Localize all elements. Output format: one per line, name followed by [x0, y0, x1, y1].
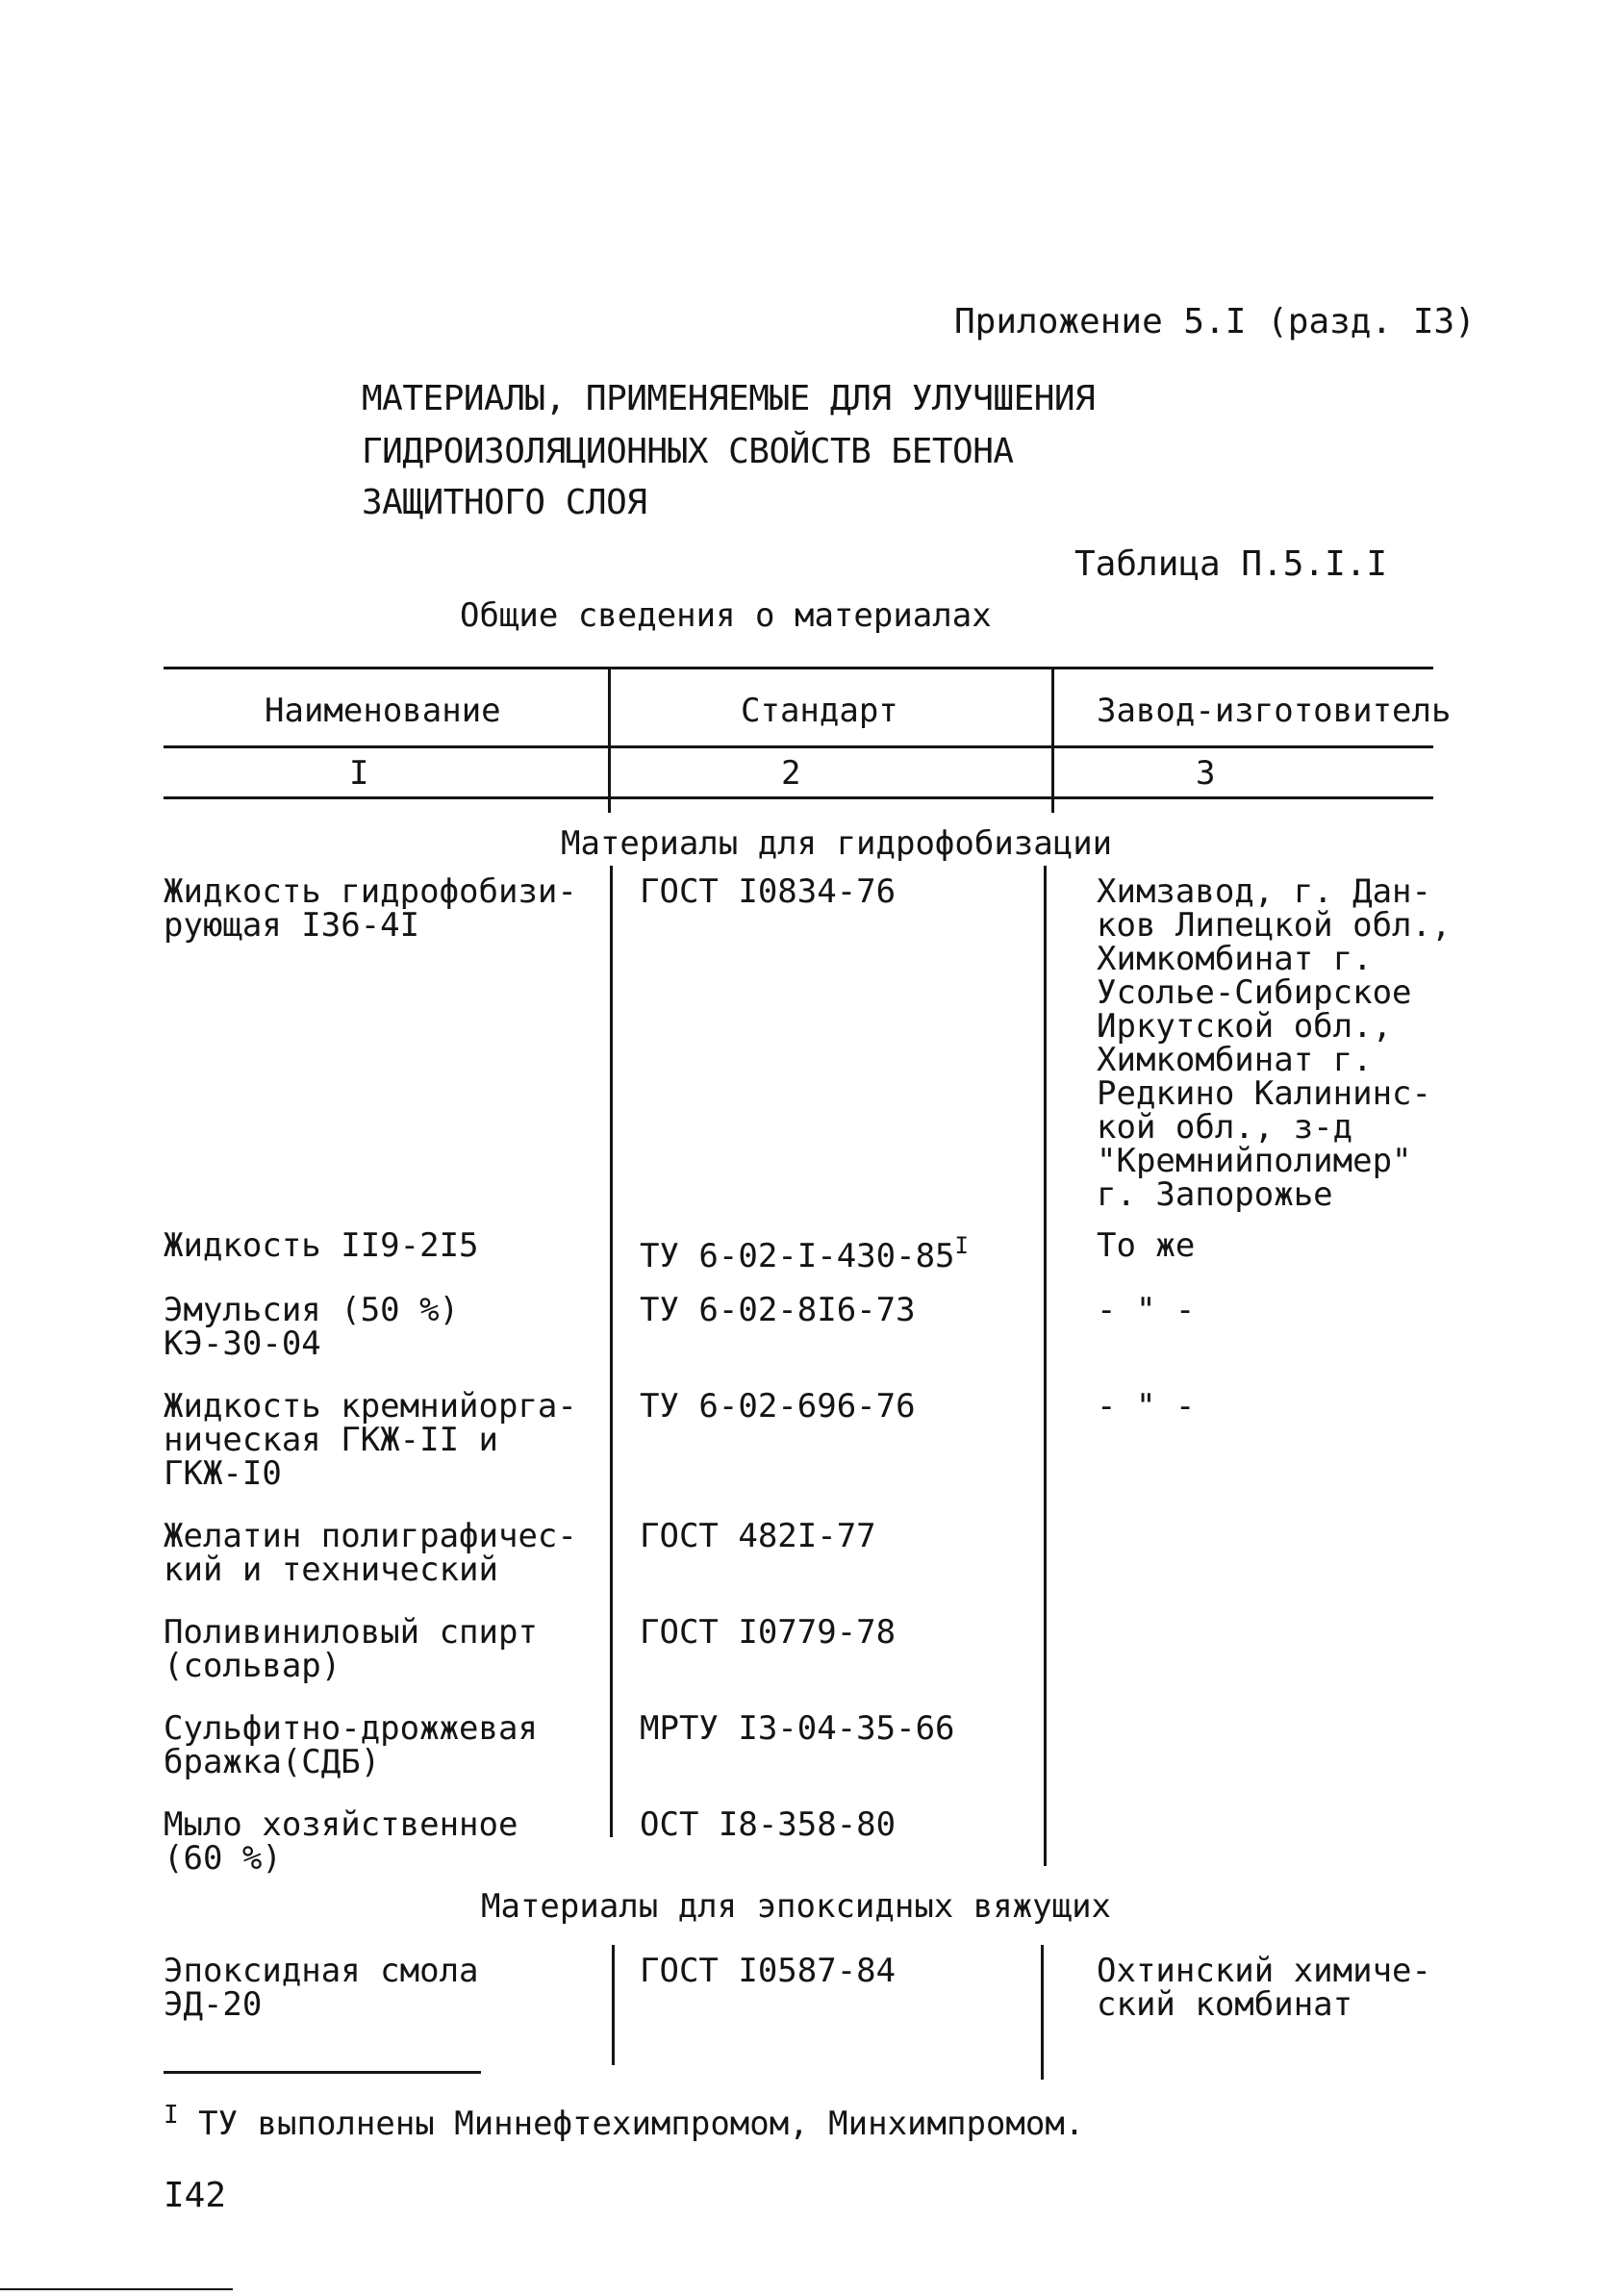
row-9-manufacturer: Охтинский химиче- ский комбинат [1097, 1952, 1431, 2024]
row-6-name: Поливиниловый спирт (сольвар) [164, 1613, 538, 1685]
table-top-rule [164, 667, 1433, 669]
column-number-1: I [349, 754, 369, 793]
column-divider-1-header [608, 669, 611, 813]
row-5-standard: ГОСТ 482I-77 [640, 1517, 876, 1555]
row-2-manufacturer: То же [1097, 1226, 1196, 1265]
footnote [164, 2099, 1085, 2143]
column-number-2: 2 [781, 754, 801, 793]
table-caption: Общие сведения о материалах [460, 596, 992, 635]
footnote-text: ТУ выполнены Миннефтехимпромом, Минхимпромом. [178, 2105, 1085, 2143]
column-header-standard: Стандарт [741, 692, 898, 730]
column-divider-2-epoxy [1041, 1945, 1044, 2080]
row-3-standard: ТУ 6-02-8I6-73 [640, 1291, 916, 1329]
row-5-name: Желатин полиграфичес- кий и технический [164, 1517, 577, 1589]
row-3-manufacturer: - " - [1097, 1291, 1196, 1329]
row-4-manufacturer: - " - [1097, 1387, 1196, 1426]
column-divider-1-body [610, 866, 613, 1837]
appendix-reference: Приложение 5.I (разд. I3) [954, 302, 1476, 341]
row-2-name: Жидкость II9-2I5 [164, 1226, 479, 1265]
table-number: Таблица П.5.I.I [1074, 544, 1388, 584]
section-title-epoxy: Материалы для эпоксидных вяжущих [481, 1887, 1112, 1926]
row-1-standard: ГОСТ I0834-76 [640, 872, 897, 911]
row-7-standard: МРТУ I3-04-35-66 [640, 1709, 955, 1748]
row-9-name: Эпоксидная смола ЭД-20 [164, 1952, 479, 2024]
row-2-standard: ТУ $6-02-I-430-85^I$ [640, 1232, 969, 1275]
row-9-standard: ГОСТ I0587-84 [640, 1952, 897, 1990]
column-divider-1-epoxy [612, 1945, 615, 2065]
column-divider-2-body [1044, 866, 1047, 1866]
footnote-rule [164, 2071, 481, 2074]
column-header-manufacturer: Завод-изготовитель [1097, 692, 1452, 730]
heading-line-2: ГИДРОИЗОЛЯЦИОННЫХ СВОЙСТВ БЕТОНА [362, 432, 1014, 471]
column-number-3: 3 [1196, 754, 1216, 793]
section-title-hydrophobization: Материалы для гидрофобизации [561, 824, 1113, 863]
row-6-standard: ГОСТ I0779-78 [640, 1613, 897, 1652]
heading-line-1: МАТЕРИАЛЫ, ПРИМЕНЯЕМЫЕ ДЛЯ УЛУЧШЕНИЯ [362, 379, 1096, 418]
row-7-name: Сульфитно-дрожжевая бражка(СДБ) [164, 1709, 538, 1781]
heading-line-3: ЗАЩИТНОГО СЛОЯ [362, 483, 647, 522]
page-number: I42 [164, 2176, 227, 2215]
column-header-name: Наименование [265, 692, 501, 730]
column-divider-2-header [1051, 669, 1054, 813]
bottom-edge-rule [0, 2288, 233, 2290]
row-8-name: Мыло хозяйственное (60 %) [164, 1805, 518, 1878]
header-bottom-rule [164, 745, 1433, 748]
row-1-name: Жидкость гидрофобизи- рующая I36-4I [164, 872, 577, 945]
column-numbers-rule [164, 796, 1433, 799]
row-3-name: Эмульсия (50 %) КЭ-30-04 [164, 1291, 460, 1363]
row-4-name: Жидкость кремнийорга- ническая ГКЖ-II и ГКЖ-I0 [164, 1387, 577, 1493]
row-8-standard: ОСТ I8-358-80 [640, 1805, 897, 1844]
footnote-mark: I [164, 2101, 179, 2130]
row-2-standard-footnote-mark: I [954, 1232, 969, 1259]
row-4-standard: ТУ 6-02-696-76 [640, 1387, 916, 1426]
row-1-manufacturer: Химзавод, г. Дан- ков Липецкой обл., Химкомбинат г. Усолье-Сибирское Иркутской обл., Химкомбинат г. Редкино Калининс- кой обл., з-д "Кремнийполимер" г. Запорожье [1097, 872, 1452, 1214]
